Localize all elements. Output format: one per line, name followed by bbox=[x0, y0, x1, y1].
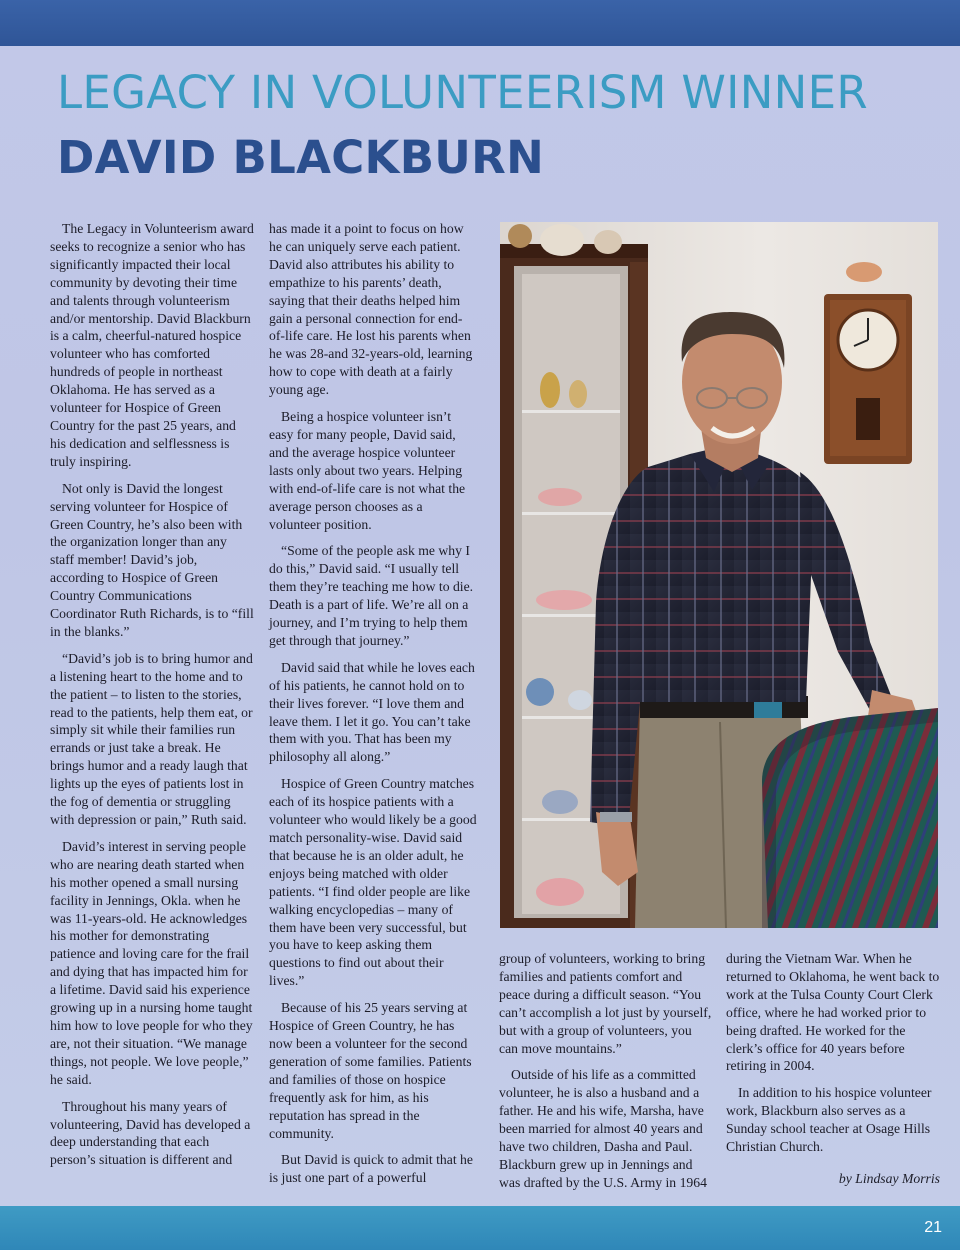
paragraph: In addition to his hospice volunteer work, Blackburn also serves as a Sunday school teacher at Osage Hills Christian Church. bbox=[726, 1085, 932, 1155]
top-color-band bbox=[0, 0, 960, 46]
paragraph: David’s interest in serving people who are nearing death started when his mother opened a small nursing facility in Jennings, Okla. when he was 11-years-old. He acknowledges his mother for demonstrating patience and loving care for the frail and dying that has impacted him for a lifetime. David said his experience growing up in a nursing home taught him how to love people for who they are, not their situation. “We manage things, not people. We love people,” he said. bbox=[50, 838, 253, 1087]
paragraph: But David is quick to admit that he is just one part of a powerful bbox=[269, 1152, 473, 1186]
headline-award: LEGACY IN VOLUNTEERISM WINNER bbox=[57, 66, 868, 119]
paragraph: Not only is David the longest serving volunteer for Hospice of Green Country, he’s also been with the organization longer than any staff member! David’s job, according to Hospice of Green Country Communications Coordinator Ruth Richards, is to “fill in the blanks.” bbox=[50, 480, 254, 639]
paragraph: group of volunteers, working to bring families and patients comfort and peace during a difficult season. “You can’t accomplish a lot just by yourself, but with a group of volunteers, you can move mountains.” bbox=[499, 951, 712, 1056]
paragraph: Outside of his life as a committed volunteer, he is also a husband and a father. He and his wife, Marsha, have been married for almost 40 years and have two children, Dasha and Paul. Blackburn grew up in Jennings and was drafted by the U.S. Army in 1964 bbox=[499, 1067, 707, 1190]
article-column-1 bbox=[50, 220, 254, 1178]
paragraph: “Some of the people ask me why I do this,” David said. “I usually tell them they’re teaching me how to die. Death is a part of life. We’re all on a journey, and I’m trying to help them get through that journey.” bbox=[269, 543, 474, 648]
article-column-2 bbox=[269, 220, 477, 1196]
paragraph: Because of his 25 years serving at Hospice of Green Country, he has now been a volunteer for the second generation of some families. Patients and families of those on hospice frequently ask for him, as his reputation has spread in the community. bbox=[269, 1000, 472, 1141]
paragraph: Being a hospice volunteer isn’t easy for many people, David said, and the average hospice volunteer lasts only about two years. Helping with end-of-life care is not what the average person chooses as a volunteer position. bbox=[269, 409, 466, 532]
paragraph: David said that while he loves each of his patients, he cannot hold on to their lives forever. “I love them and leave them. I let it go. You can’t take them with you. That has been my philosophy all along.” bbox=[269, 659, 475, 765]
article-column-4 bbox=[726, 950, 940, 1197]
paragraph: Hospice of Green Country matches each of its hospice patients with a volunteer who would likely be a good match personality-wise. David said that because he is an older adult, he enjoys being matched with older patients. “I find older people are like walking encyclopedias – many of them have been very successful, but you have to keep asking them questions to find out about their lives.” bbox=[269, 776, 477, 989]
byline: by Lindsay Morris bbox=[838, 1170, 940, 1186]
paragraph: has made it a point to focus on how he can uniquely serve each patient. David also attributes his ability to empathize to his parents’ death, saying that their deaths helped him gain a personal connection for end-of-life care. He lost his parents when he was 28-and 32-years-old, learning how to cope with death at a fairly young age. bbox=[269, 221, 473, 398]
paragraph: “David’s job is to bring humor and a listening heart to the home and to the patient – to listen to the stories, read to the patients, help them eat, or simply sit while their families run errands or just take a break. He brings humor and a ready laugh that lights up the eyes of patients lost in the fog of dementia or struggling with depression or pain,” Ruth said. bbox=[50, 650, 253, 827]
paragraph: Throughout his many years of volunteering, David has developed a deep understanding that each person’s situation is different and bbox=[50, 1098, 251, 1168]
portrait-photo bbox=[500, 222, 938, 928]
headline-name: DAVID BLACKBURN bbox=[57, 131, 545, 184]
bottom-color-band bbox=[0, 1206, 960, 1250]
paragraph: during the Vietnam War. When he returned to Oklahoma, he went back to work at the Tulsa County Court Clerk office, where he had worked prior to being drafted. He worked for the clerk’s office for 40 years before retiring in 2004. bbox=[726, 951, 940, 1074]
paragraph: The Legacy in Volunteerism award seeks to recognize a senior who has significantly impacted their local community by devoting their time and talents through volunteerism and/or mentorship. David Blackburn is a calm, cheerful-natured hospice volunteer who has comforted hundreds of people in northeast Oklahoma. He has served as a volunteer for Hospice of Green Country for the past 25 years, and his dedication and selflessness is truly inspiring. bbox=[50, 221, 254, 469]
page-number: 21 bbox=[924, 1219, 942, 1236]
article-column-3 bbox=[499, 950, 713, 1201]
